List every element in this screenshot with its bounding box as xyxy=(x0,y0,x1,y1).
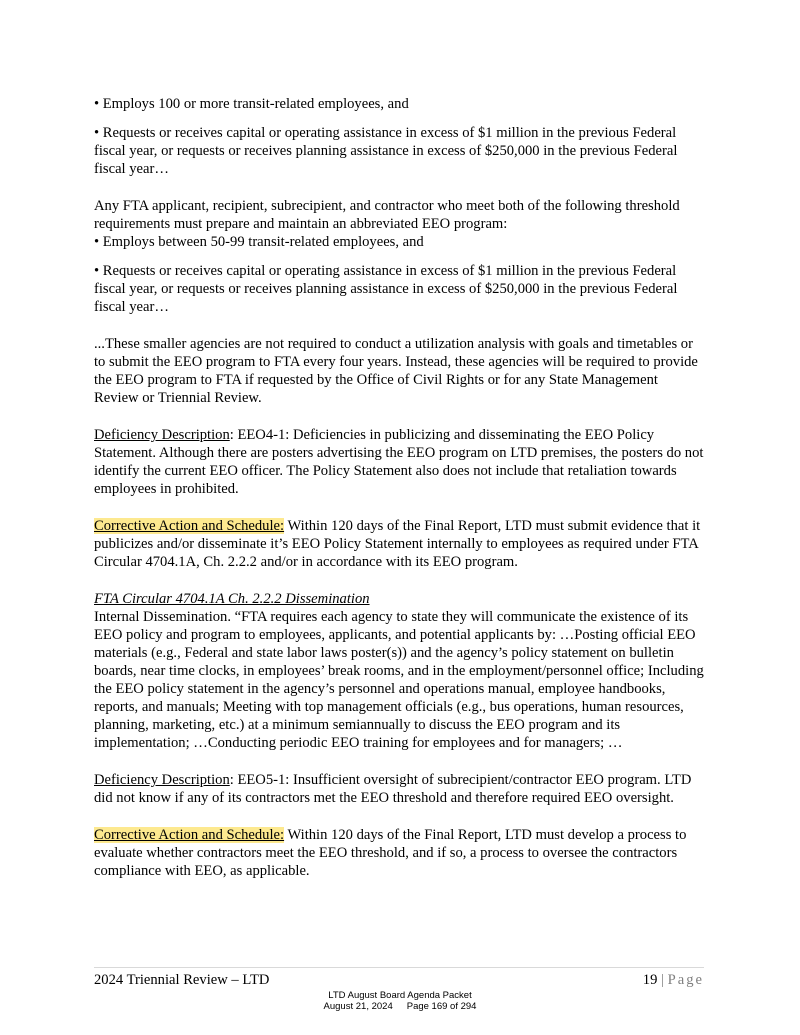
corrective-action-1 xyxy=(94,517,704,571)
footer-divider xyxy=(94,967,704,968)
deficiency-label: Deficiency Description xyxy=(94,772,230,788)
corrective-action-2 xyxy=(94,826,704,880)
smaller-agencies-paragraph: ...These smaller agencies are not required to conduct a utilization analysis with goals and timetables or to submit the EEO program to FTA every four years. Instead, these agencies will be required to provide the EEO program to FTA if requested by the Office of Civil Rights or for any State Management Review or Triennial Review. xyxy=(94,336,698,406)
footer-page-number: 19 | Page xyxy=(642,972,704,988)
circular-title: FTA Circular 4704.1A Ch. 2.2.2 Dissemination xyxy=(94,591,370,607)
corrective-label-highlight: Corrective Action and Schedule: xyxy=(94,827,285,843)
deficiency-label: Deficiency Description xyxy=(94,427,230,443)
bullet-assistance-1: • Requests or receives capital or operating assistance in excess of $1 million in the previous Federal fiscal year, or requests or receives planning assistance in excess of $250,000 in the previous Federal fiscal year… xyxy=(94,125,678,177)
bullet-assistance-2: • Requests or receives capital or operating assistance in excess of $1 million in the previous Federal fiscal year, or requests or receives planning assistance in excess of $250,000 in the previous Federal fiscal year… xyxy=(94,263,678,315)
corrective-label-highlight: Corrective Action and Schedule: xyxy=(94,518,285,534)
corrective-text: Within 120 days of the Final Report, LTD must develop a process to evaluate whether contractors meet the EEO threshold, and if so, a process to oversee the contractors compliance with EEO, as applicable. xyxy=(94,827,687,879)
packet-stamp-title: LTD August Board Agenda Packet xyxy=(328,990,472,1001)
abbreviated-program-intro: Any FTA applicant, recipient, subrecipient, and contractor who meet both of the following threshold requirements must prepare and maintain an abbreviated EEO program: xyxy=(94,198,680,232)
deficiency-text: : EEO5-1: Insufficient oversight of subrecipient/contractor EEO program. LTD did not know if any of its contractors met the EEO threshold and therefore required EEO oversight. xyxy=(94,772,692,806)
bullet-employs-50-99: • Employs between 50-99 transit-related employees, and xyxy=(94,234,424,250)
bullet-employs-100: • Employs 100 or more transit-related employees, and xyxy=(94,96,409,112)
deficiency-eeo4-1 xyxy=(94,426,704,498)
deficiency-eeo5-1 xyxy=(94,771,704,807)
document-body xyxy=(94,95,704,880)
corrective-text: Within 120 days of the Final Report, LTD must submit evidence that it publicizes and/or disseminate it’s EEO Policy Statement internally to employees as required under FTA Circular 4704.1A, Ch. 2.2.2 and/or in accordance with its EEO program. xyxy=(94,518,701,570)
deficiency-text: : EEO4-1: Deficiencies in publicizing and disseminating the EEO Policy Statement. Although there are posters advertising the EEO program on LTD premises, the posters do not identify the current EEO officer. The Policy Statement also does not include that retaliation towards employees in prohibited. xyxy=(94,427,704,497)
packet-stamp-page: August 21, 2024 Page 169 of 294 xyxy=(323,1001,477,1012)
circular-dissemination-text: Internal Dissemination. “FTA requires each agency to state they will communicate the existence of its EEO policy and program to employees, applicants, and potential applicants by: …Posting official EEO materials (e.g., Federal and state labor laws poster(s)) and the agency’s policy statement on bulletin boards, near time clocks, in employees’ break rooms, and in the employment/personnel office; Including the EEO policy statement in the agency’s personnel and operations manual, employee handbooks, reports, and manuals; Meeting with top management officials (e.g., bus operations, human resources, planning, marketing, etc.) at a minimum semiannually to discuss the EEO program and its implementation; …Conducting periodic EEO training for employees and for managers; … xyxy=(94,609,704,751)
footer-title: 2024 Triennial Review – LTD xyxy=(94,972,270,988)
